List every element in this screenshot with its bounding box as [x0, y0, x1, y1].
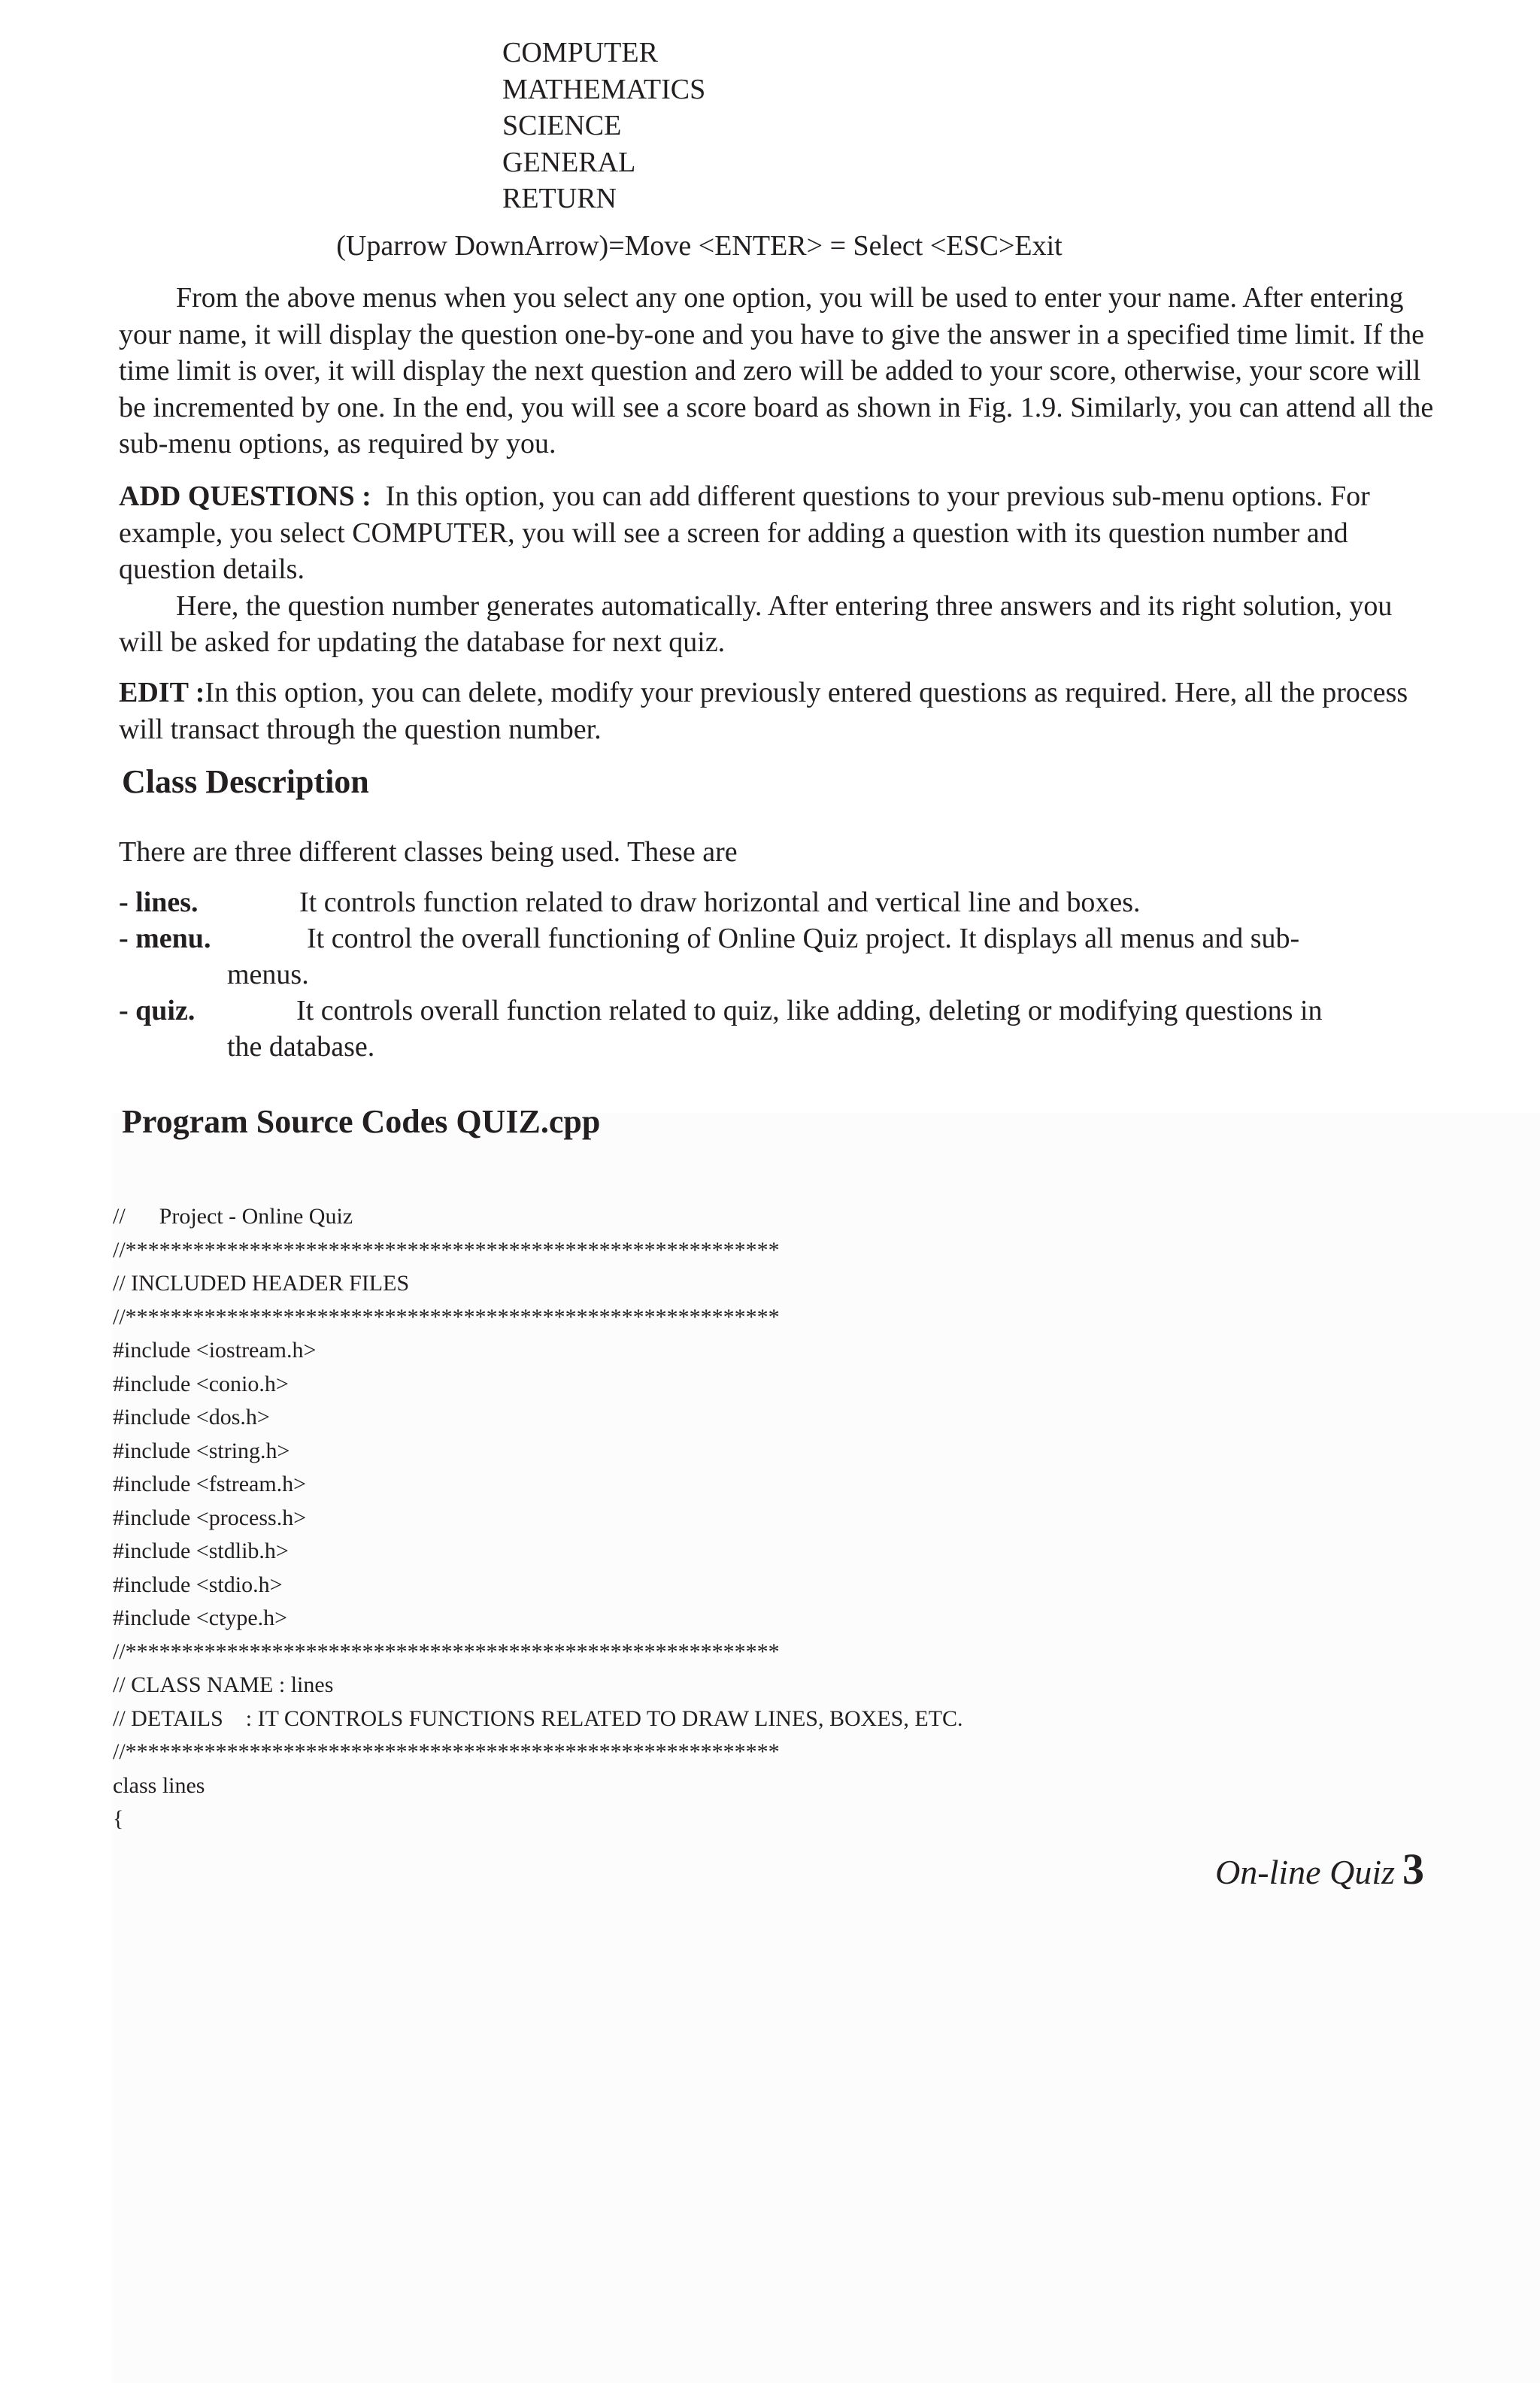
footer-title: On-line Quiz	[1215, 1853, 1395, 1891]
class-text-quiz: It controls overall function related to quiz, like adding, deleting or modifying questions in the database.	[227, 995, 1323, 1063]
quiz-menu	[502, 35, 705, 217]
edit-text: In this option, you can delete, modify your previously entered questions as required. Here, all the process will transact through the question number.	[119, 677, 1408, 745]
code-line: #include <iostream.h>	[113, 1338, 317, 1363]
code-line: #include <stdlib.h>	[113, 1539, 289, 1563]
class-item-quiz	[119, 993, 1346, 1065]
menu-item-return: RETURN	[502, 183, 617, 214]
code-line: // Project - Online Quiz	[113, 1204, 353, 1229]
class-description-heading: Class Description	[122, 763, 369, 800]
code-line: #include <process.h>	[113, 1505, 307, 1530]
code-line: //**********************************************************	[113, 1739, 780, 1764]
add-questions-text: In this option, you can add different questions to your previous sub-menu options. For example, you select COMPUTER, you will see a screen for adding a question with its question number and question details.	[119, 481, 1370, 585]
class-item-menu	[119, 920, 1346, 993]
menu-item-science: SCIENCE	[502, 110, 622, 141]
class-list	[119, 884, 1346, 1065]
edit-section	[119, 675, 1442, 747]
source-code-heading: Program Source Codes QUIZ.cpp	[122, 1103, 601, 1140]
code-line: //**********************************************************	[113, 1237, 780, 1263]
page-footer	[1215, 1844, 1424, 1894]
add-questions-label: ADD QUESTIONS :	[119, 481, 371, 512]
class-text-menu: It control the overall functioning of Online Quiz project. It displays all menus and sub-menus.	[227, 923, 1300, 990]
menu-item-mathematics: MATHEMATICS	[502, 73, 706, 105]
class-name-lines: - lines.	[119, 887, 199, 918]
add-questions-section	[119, 478, 1442, 661]
code-line: #include <ctype.h>	[113, 1605, 288, 1630]
menu-key-hints: (Uparrow DownArrow)=Move <ENTER> = Select <ESC>Exit	[336, 230, 1063, 262]
code-line: #include <string.h>	[113, 1438, 290, 1463]
class-text-lines: It controls function related to draw horizontal and vertical line and boxes.	[299, 887, 1141, 918]
menu-item-general: GENERAL	[502, 146, 636, 178]
code-line: // INCLUDED HEADER FILES	[113, 1271, 410, 1296]
code-line: #include <fstream.h>	[113, 1472, 307, 1496]
intro-text: From the above menus when you select any one option, you will be used to enter your name. After entering your name, it will display the question one-by-one and you have to give the answer in a specified time limit. If the time limit is over, it will display the next question and zero will be added to your score, otherwise, your score will be incremented by one. In the end, you will see a score board as shown in Fig. 1.9. Similarly, you can attend all the sub-menu options, as required by you.	[119, 282, 1434, 459]
class-name-menu: - menu.	[119, 923, 211, 954]
edit-label: EDIT :	[119, 677, 205, 708]
class-description-intro: There are three different classes being used. These are	[119, 836, 738, 868]
class-item-lines	[119, 884, 1346, 920]
code-line: // DETAILS : IT CONTROLS FUNCTIONS RELATED TO DRAW LINES, BOXES, ETC.	[113, 1705, 963, 1731]
code-line: class lines	[113, 1772, 205, 1798]
menu-item-computer: COMPUTER	[502, 37, 658, 68]
code-line: #include <dos.h>	[113, 1405, 270, 1429]
source-code-listing	[113, 1200, 963, 1836]
add-questions-text-2: Here, the question number generates automatically. After entering three answers and its right solution, you will be asked for updating the database for next quiz.	[119, 590, 1393, 658]
code-line: // CLASS NAME : lines	[113, 1672, 334, 1697]
code-line: //**********************************************************	[113, 1304, 780, 1329]
code-line: {	[113, 1806, 124, 1831]
code-line: #include <stdio.h>	[113, 1572, 283, 1597]
code-line: #include <conio.h>	[113, 1371, 289, 1396]
class-name-quiz: - quiz.	[119, 995, 196, 1026]
intro-paragraph	[119, 280, 1442, 462]
code-line: //**********************************************************	[113, 1639, 780, 1664]
page-number: 3	[1402, 1845, 1424, 1893]
